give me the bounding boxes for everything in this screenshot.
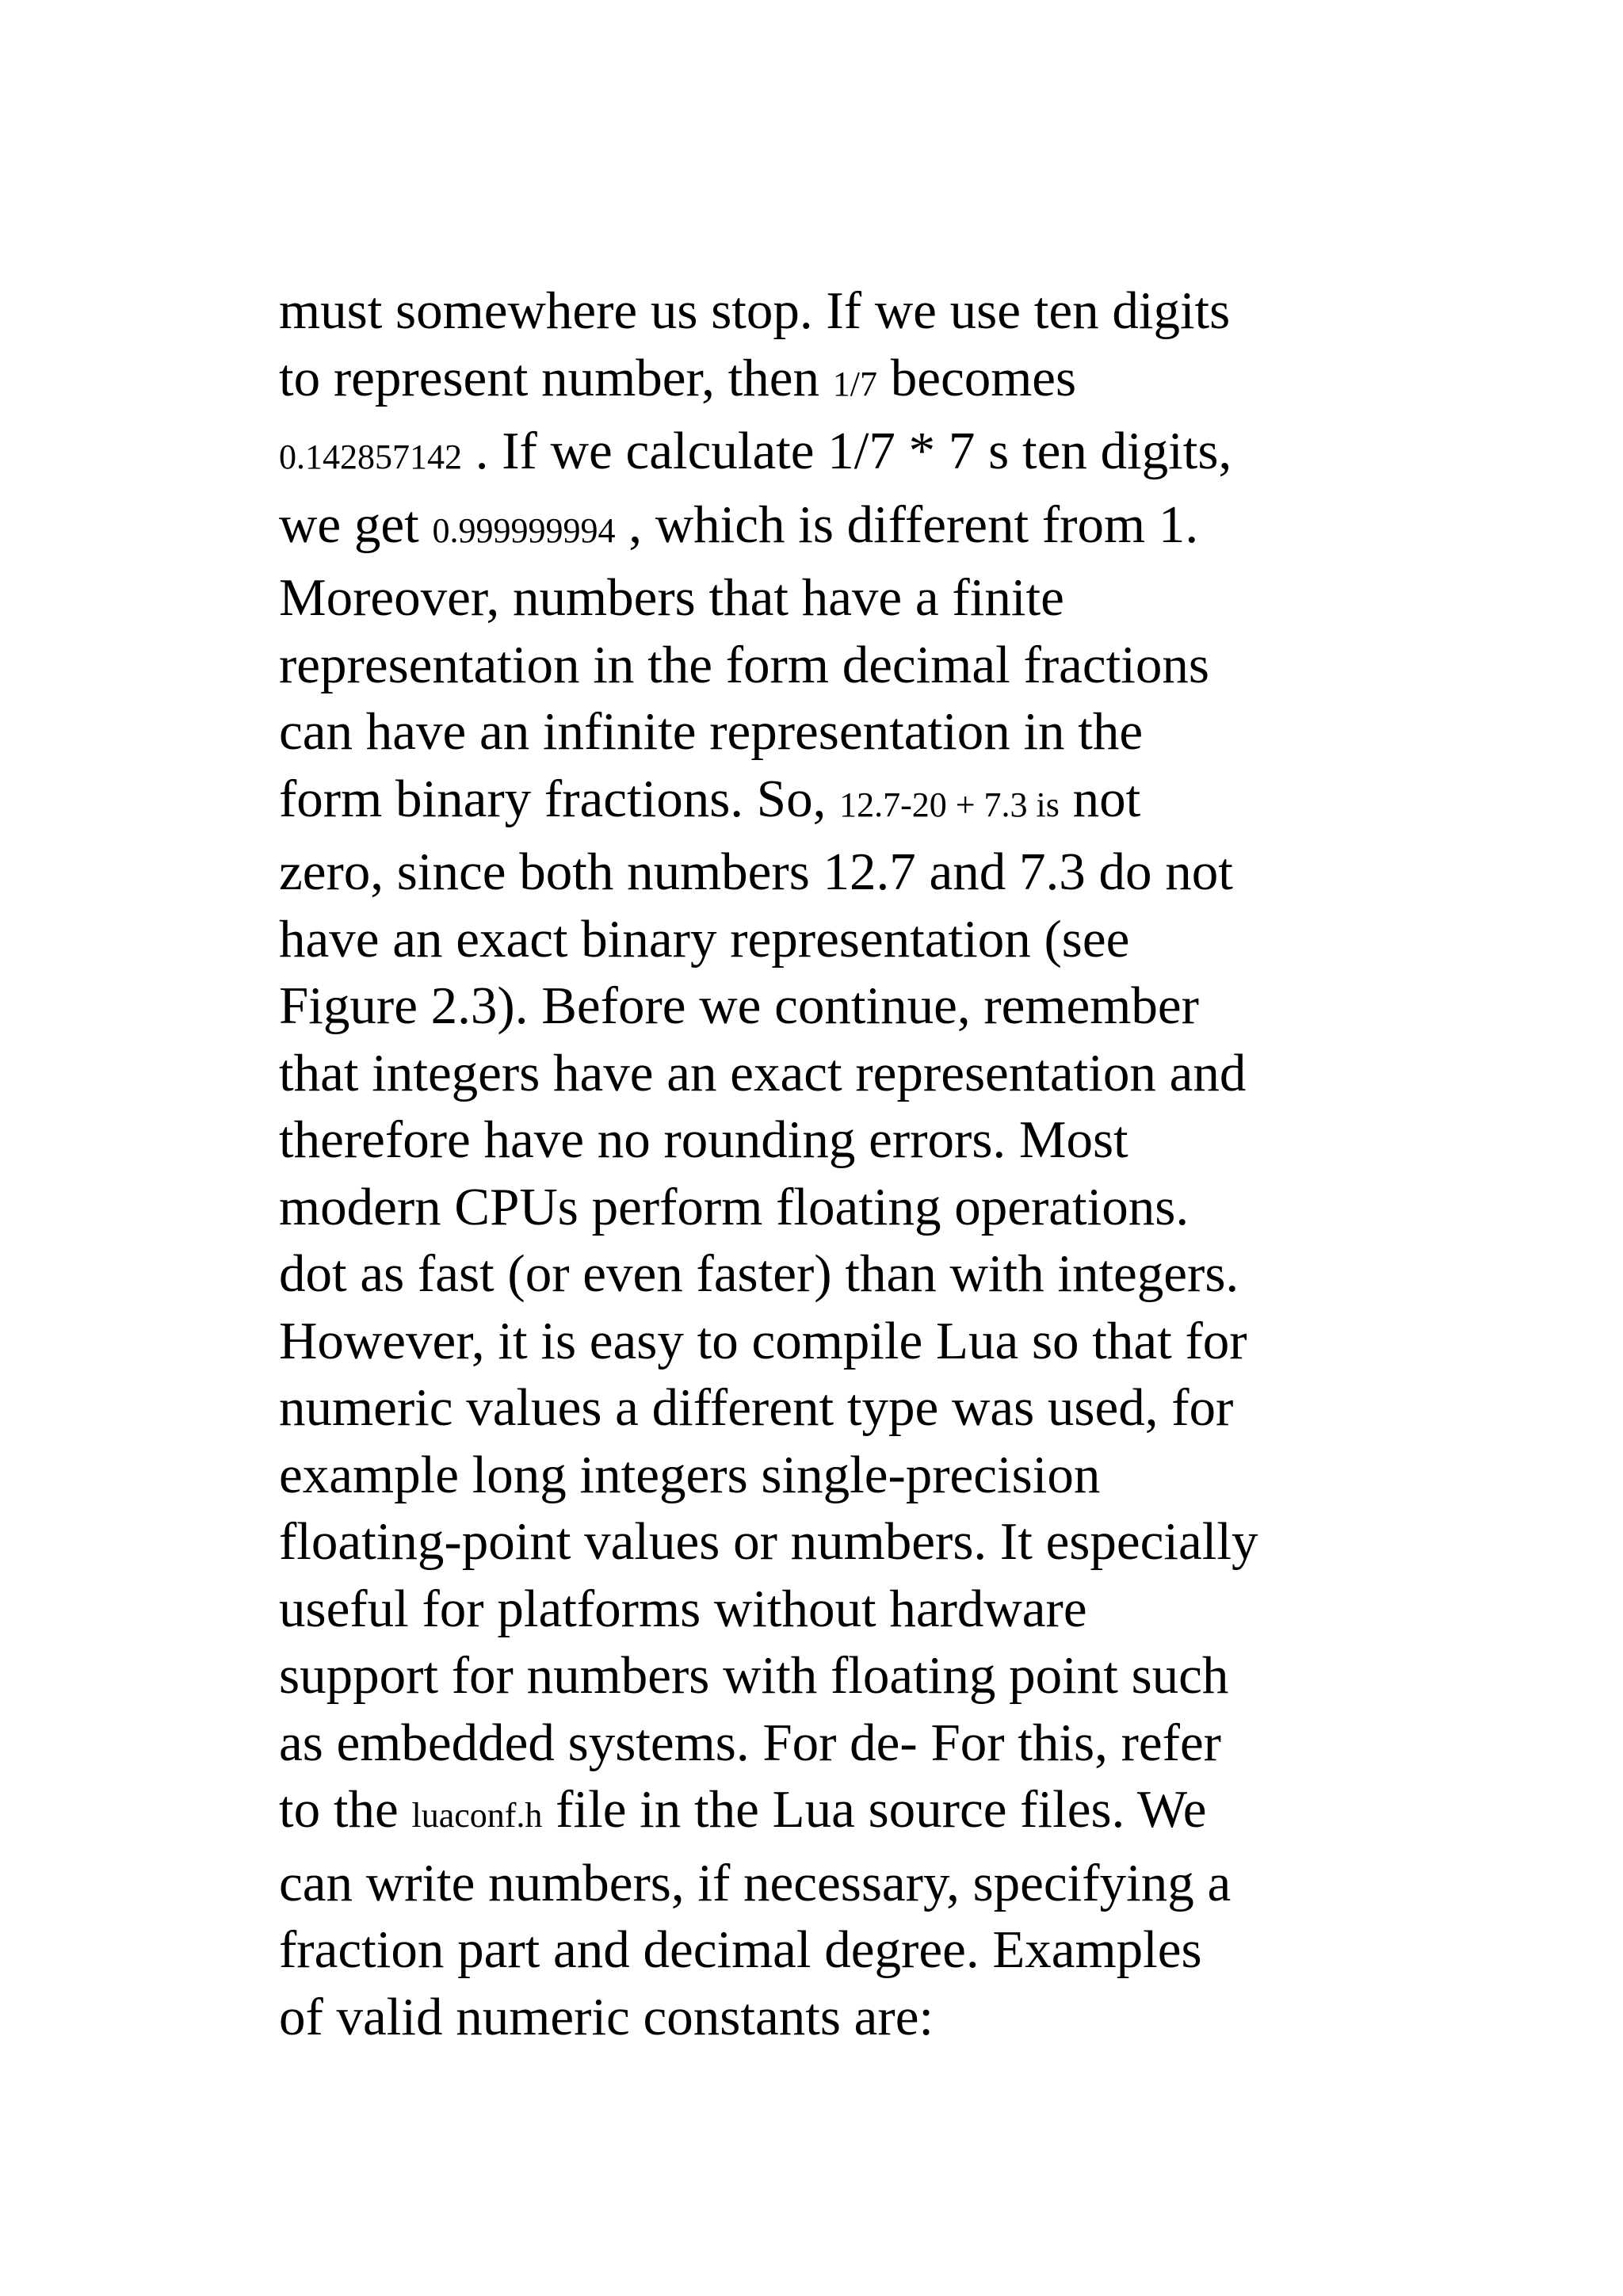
text-line xyxy=(279,564,1357,632)
text-line xyxy=(279,1174,1357,1241)
text-run: . If we calculate 1/7 * 7 s ten digits, xyxy=(462,422,1232,480)
text-line xyxy=(279,972,1357,1040)
text-line xyxy=(279,277,1357,345)
inline-code: luaconf.h xyxy=(411,1796,543,1835)
text-run: floating-point values or numbers. It especially xyxy=(279,1512,1258,1571)
text-run: to represent number, then xyxy=(279,348,833,407)
text-run: file in the Lua source files. We xyxy=(542,1780,1207,1839)
text-run: However, it is easy to compile Lua so that for xyxy=(279,1311,1247,1370)
text-line xyxy=(279,698,1357,766)
text-run: support for numbers with floating point such xyxy=(279,1646,1229,1705)
text-run: we get xyxy=(279,495,433,554)
text-line xyxy=(279,766,1357,839)
text-line xyxy=(279,1040,1357,1107)
text-run: , which is different from 1. xyxy=(615,495,1199,554)
text-run: modern CPUs perform floating operations. xyxy=(279,1177,1190,1236)
text-line xyxy=(279,1240,1357,1308)
text-line xyxy=(279,839,1357,906)
inline-code: 0.999999994 xyxy=(432,510,616,550)
text-run: can have an infinite representation in the xyxy=(279,702,1144,761)
text-run: therefore have no rounding errors. Most xyxy=(279,1110,1128,1169)
inline-code: 1/7 xyxy=(832,364,877,403)
text-line xyxy=(279,1442,1357,1509)
text-line xyxy=(279,1710,1357,1777)
text-line xyxy=(279,1916,1357,1984)
text-line xyxy=(279,1106,1357,1174)
text-line xyxy=(279,1776,1357,1850)
text-run: representation in the form decimal fractions xyxy=(279,635,1209,694)
text-line xyxy=(279,1642,1357,1710)
text-run: of valid numeric constants are: xyxy=(279,1987,934,2046)
text-line xyxy=(279,632,1357,699)
text-run: Moreover, numbers that have a finite xyxy=(279,568,1064,627)
inline-code: 12.7-20 + 7.3 is xyxy=(839,785,1060,824)
text-run: can write numbers, if necessary, specifying a xyxy=(279,1853,1232,1912)
text-run: numeric values a different type was used, for xyxy=(279,1378,1234,1437)
text-line xyxy=(279,1850,1357,1917)
body-paragraph xyxy=(279,277,1357,2050)
text-line xyxy=(279,491,1357,565)
inline-code: 0.142857142 xyxy=(279,437,462,476)
text-run: useful for platforms without hardware xyxy=(279,1579,1087,1638)
text-run: example long integers single-precision xyxy=(279,1445,1101,1504)
text-line xyxy=(279,1984,1357,2051)
text-run: not xyxy=(1059,769,1141,828)
text-run: Figure 2.3). Before we continue, remember xyxy=(279,976,1199,1035)
text-run: dot as fast (or even faster) than with integers. xyxy=(279,1244,1239,1303)
text-run: to the xyxy=(279,1780,412,1839)
text-line xyxy=(279,1308,1357,1375)
text-line xyxy=(279,1508,1357,1576)
text-run: form binary fractions. So, xyxy=(279,769,840,828)
text-run: that integers have an exact representation and xyxy=(279,1043,1247,1102)
text-run: must somewhere us stop. If we use ten digits xyxy=(279,281,1231,340)
text-run: zero, since both numbers 12.7 and 7.3 do not xyxy=(279,842,1233,901)
text-run: becomes xyxy=(876,348,1077,407)
text-line xyxy=(279,418,1357,491)
text-line xyxy=(279,1576,1357,1643)
text-run: fraction part and decimal degree. Examples xyxy=(279,1920,1202,1979)
text-line xyxy=(279,345,1357,418)
text-line xyxy=(279,906,1357,973)
text-run: have an exact binary representation (see xyxy=(279,909,1130,968)
text-line xyxy=(279,1374,1357,1442)
text-run: as embedded systems. For de- For this, refer xyxy=(279,1713,1221,1772)
